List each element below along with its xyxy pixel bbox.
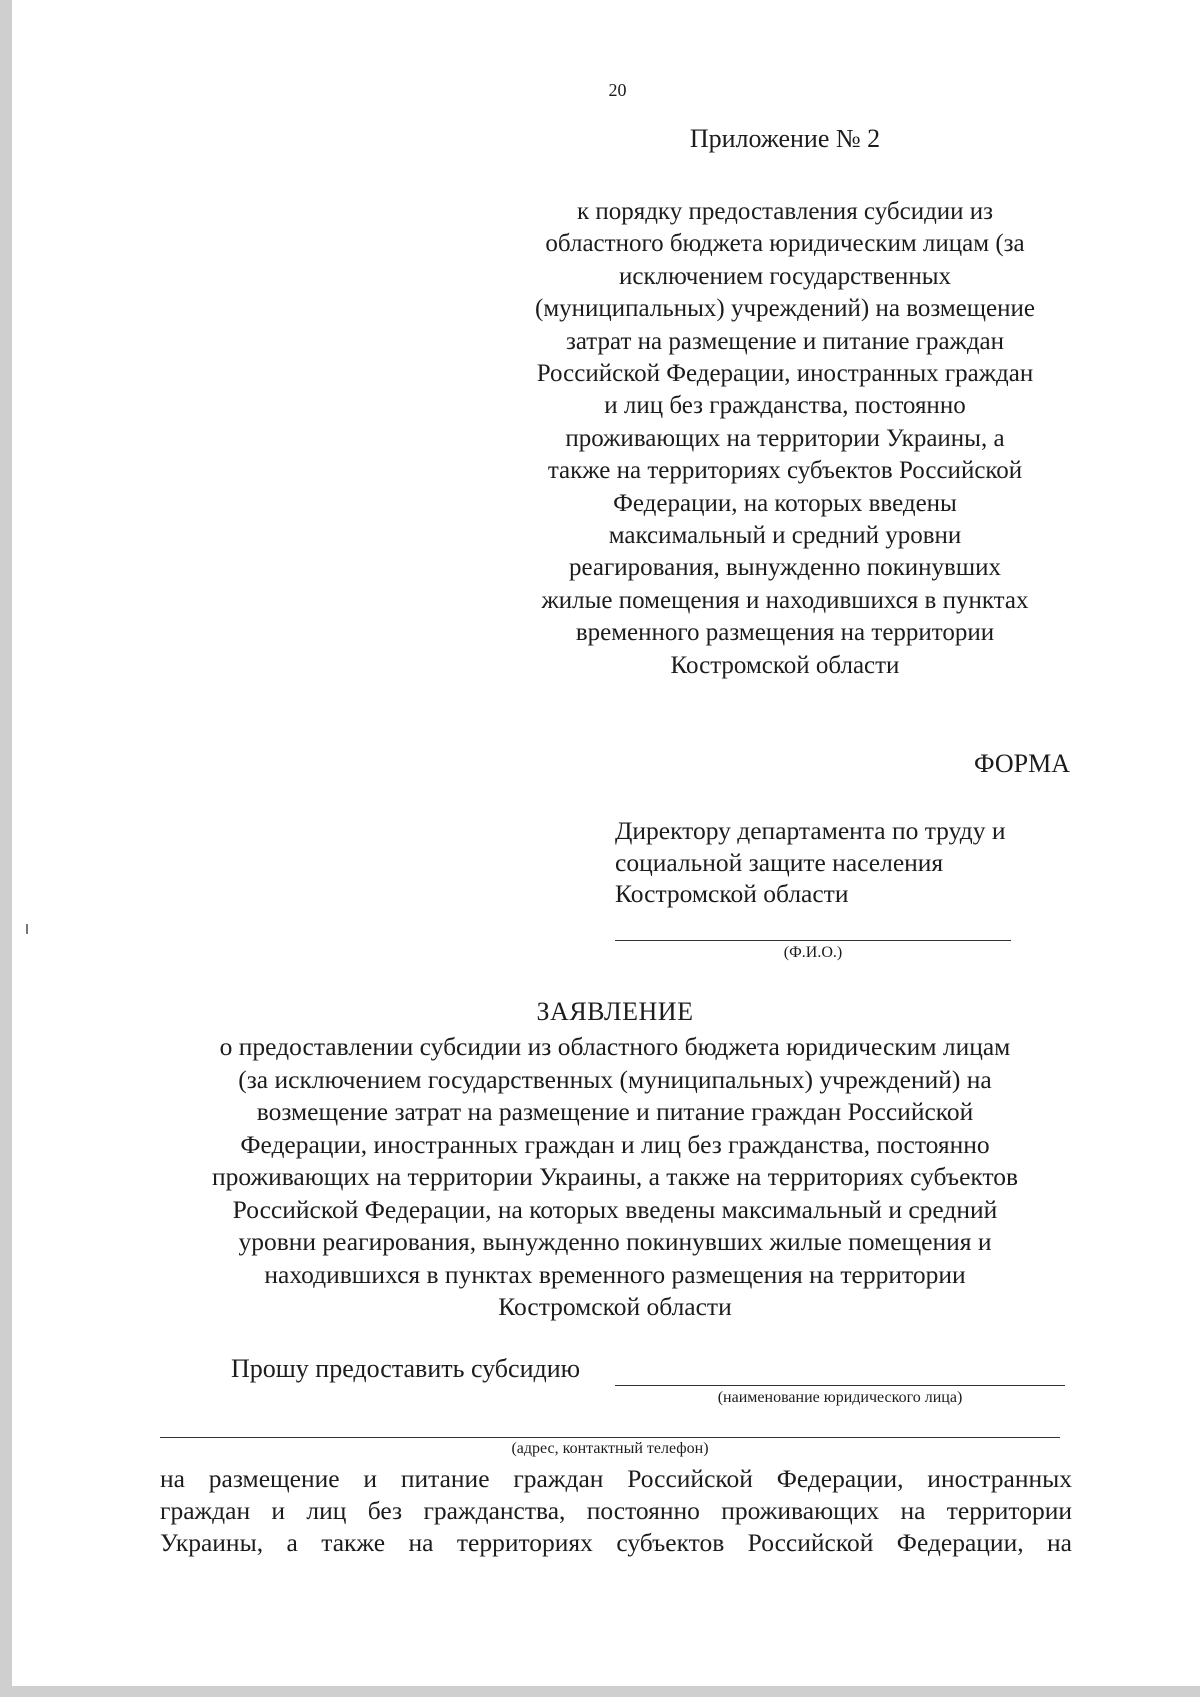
request-label: Прошу предоставить субсидию — [231, 1354, 581, 1383]
appendix-description-line: Костромской области — [670, 651, 900, 679]
statement-subtitle — [100, 1031, 1130, 1324]
statement-subtitle-line: проживающих на территории Украины, а также на территориях субъектов — [211, 1162, 1019, 1191]
entity-name-caption: (наименование юридического лица) — [717, 1389, 963, 1406]
statement-subtitle-line: о предоставлении субсидии из областного бюджета юридическим лицам — [219, 1032, 1011, 1061]
statement-subtitle-line: (за исключением государственных (муниципальных) учреждений) на — [238, 1064, 992, 1094]
appendix-description-line: и лиц без гражданства, постоянно — [604, 392, 966, 420]
appendix-description-line: исключением государственных — [618, 262, 951, 290]
statement-body — [160, 1463, 1072, 1559]
appendix-description-line: (муниципальных) учреждений) на возмещение — [535, 295, 1035, 323]
appendix-description-line: затрат на размещение и питание граждан — [565, 327, 1005, 355]
appendix-description-line: проживающих на территории Украины, а — [565, 424, 1005, 452]
appendix-description — [490, 196, 1080, 682]
statement-title: ЗАЯВЛЕНИЕ — [536, 997, 694, 1026]
fio-blank-line[interactable] — [615, 940, 1011, 941]
appendix-description-line: максимальный и средний уровни — [608, 522, 962, 550]
appendix-description-line: жилые помещения и находившихся в пунктах — [541, 586, 1029, 614]
statement-body-line: Украины, а также на территориях субъектов Российской Федерации, на — [160, 1528, 1072, 1557]
fio-caption: (Ф.И.О.) — [783, 944, 843, 961]
statement-subtitle-line: Российской Федерации, на которых введены максимальный и средний — [232, 1194, 998, 1224]
entity-name-blank-line[interactable] — [615, 1385, 1065, 1386]
addressee-line: Костромской области — [615, 879, 849, 908]
appendix-description-line: Федерации, на которых введены — [613, 489, 957, 517]
statement-subtitle-line: находившихся в пунктах временного размещения на территории — [264, 1259, 966, 1289]
statement-subtitle-line: возмещение затрат на размещение и питание граждан Российской — [256, 1097, 974, 1126]
appendix-title: Приложение № 2 — [689, 124, 881, 153]
appendix-description-line: временного размещения на территории — [575, 619, 995, 647]
appendix-description-line: областного бюджета юридическим лицам (за — [545, 230, 1025, 258]
statement-subtitle-line: уровни реагирования, вынужденно покинувших жилые помещения и — [238, 1227, 992, 1256]
form-label: ФОРМА — [974, 749, 1070, 778]
statement-subtitle-line: Костромской области — [498, 1292, 732, 1321]
appendix-description-line: реагирования, вынужденно покинувших — [569, 554, 1001, 582]
addressee-line: Директору департамента по труду и — [615, 816, 1006, 845]
address-blank-line[interactable] — [160, 1437, 1060, 1438]
statement-body-line: на размещение и питание граждан Российской Федерации, иностранных — [160, 1464, 1072, 1493]
addressee-block — [615, 815, 1095, 910]
scan-artifact — [26, 924, 28, 934]
appendix-description-line: Российской Федерации, иностранных граждан — [536, 360, 1034, 388]
address-caption: (адрес, контактный телефон) — [511, 1440, 709, 1457]
appendix-description-line: к порядку предоставления субсидии из — [576, 198, 994, 225]
addressee-line: социальной защите населения — [615, 847, 944, 877]
statement-subtitle-line: Федерации, иностранных граждан и лиц без гражданства, постоянно — [240, 1129, 990, 1159]
appendix-description-line: также на территориях субъектов Российской — [547, 457, 1023, 485]
statement-body-line: граждан и лиц без гражданства, постоянно проживающих на территории — [160, 1496, 1072, 1525]
page-number: 20 — [608, 80, 627, 100]
